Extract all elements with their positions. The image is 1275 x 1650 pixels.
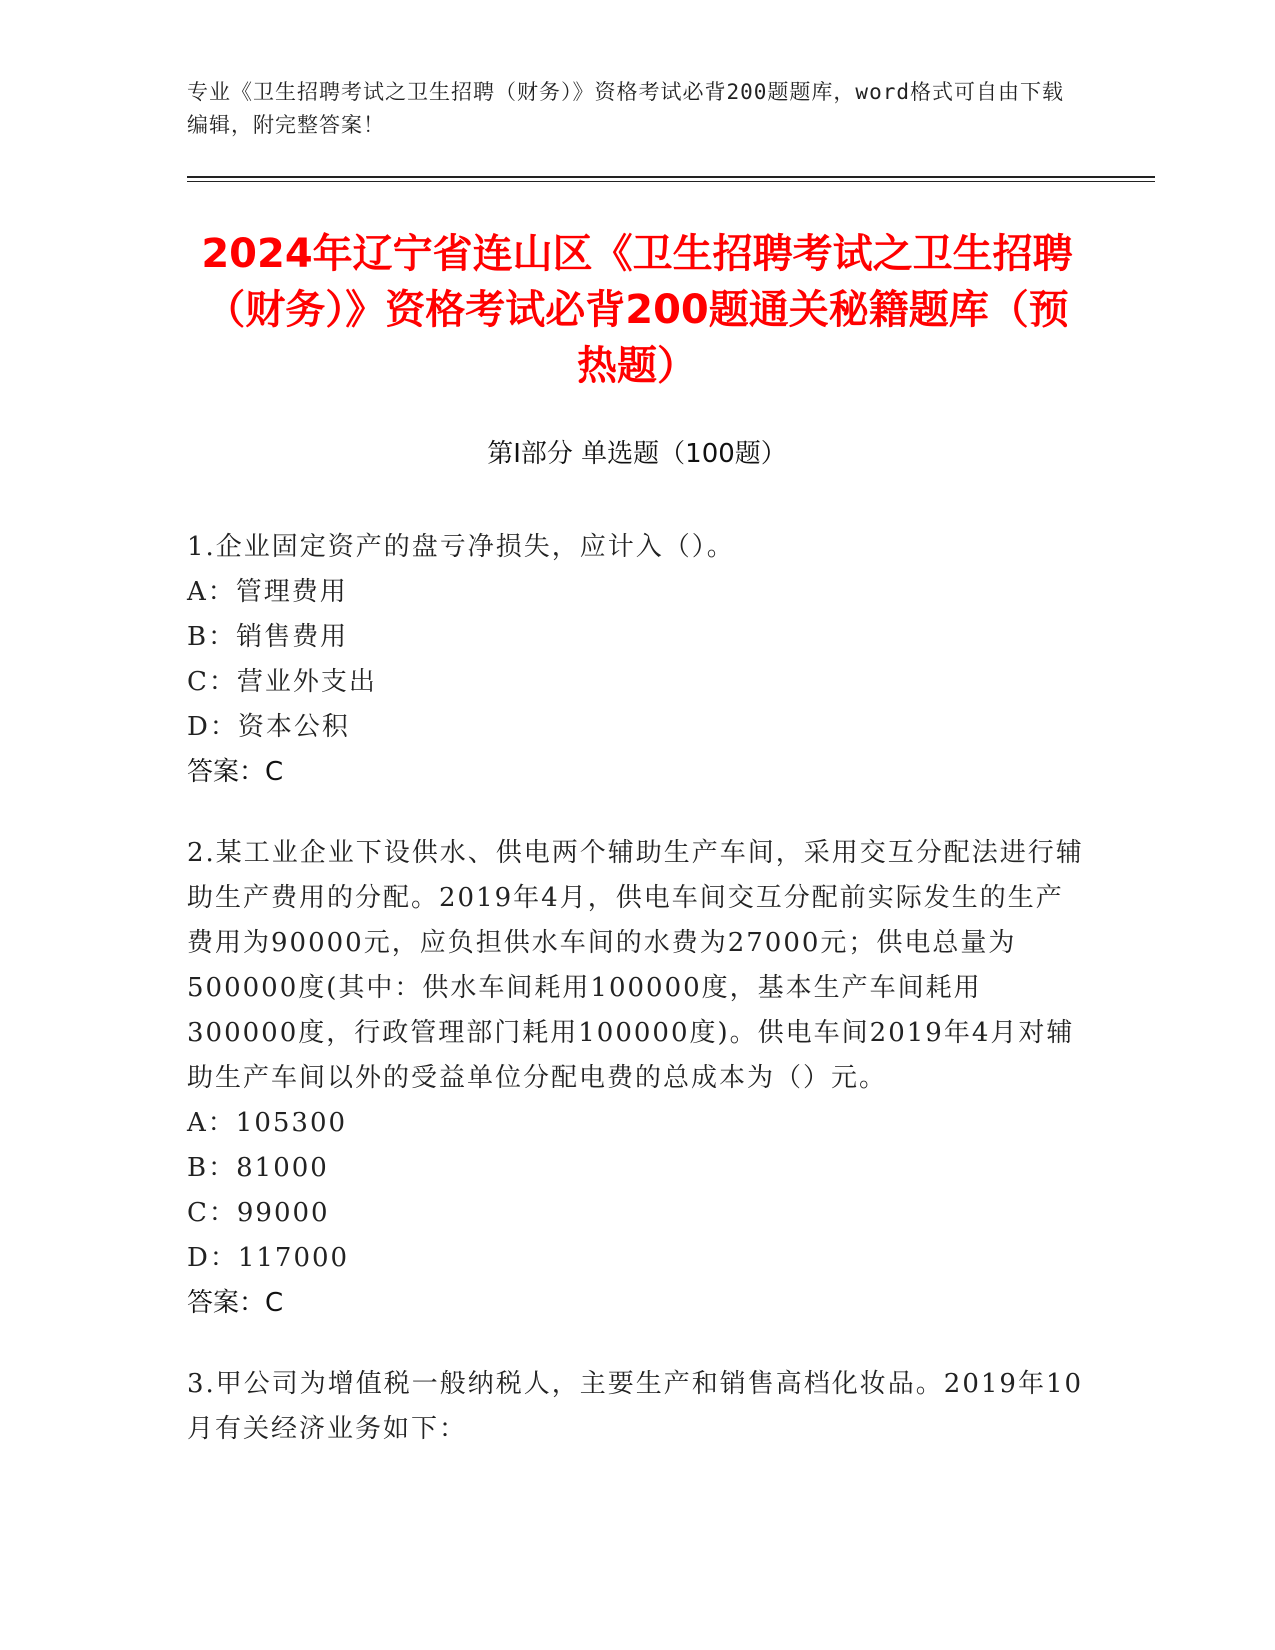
answer: 答案：C (187, 1288, 284, 1318)
header-divider (187, 176, 1155, 182)
question-list (187, 525, 1087, 1488)
option-c: C：营业外支出 (187, 667, 377, 697)
option-a: A：105300 (187, 1108, 348, 1138)
question-3 (187, 1362, 1087, 1452)
header-note: 专业《卫生招聘考试之卫生招聘（财务）》资格考试必背200题题库，word格式可自由下载编辑，附完整答案！ (187, 80, 1064, 137)
question-stem: 1.企业固定资产的盘亏净损失，应计入（）。 (187, 532, 735, 562)
option-b: B：销售费用 (187, 622, 349, 652)
question-1 (187, 525, 1087, 795)
question-stem: 2.某工业企业下设供水、供电两个辅助生产车间，采用交互分配法进行辅助生产费用的分配。2019年4月，供电车间交互分配前实际发生的生产费用为90000元，应负担供水车间的水费为27000元；供电总量为500000度(其中：供水车间耗用100000度，基本生产车间耗用300000度，行政管理部门耗用100000度)。供电车间2019年4月对辅助生产车间以外的受益单位分配电费的总成本为（）元。 (187, 838, 1084, 1093)
option-c: C：99000 (187, 1198, 330, 1228)
question-stem: 3.甲公司为增值税一般纳税人，主要生产和销售高档化妆品。2019年10月有关经济业务如下： (187, 1369, 1084, 1444)
option-d: D：资本公积 (187, 712, 350, 742)
option-d: D：117000 (187, 1243, 350, 1273)
question-2 (187, 831, 1087, 1326)
answer: 答案：C (187, 757, 284, 787)
option-b: B：81000 (187, 1153, 329, 1183)
option-a: A：管理费用 (187, 577, 348, 607)
section-heading: 第Ⅰ部分 单选题（100题） (487, 439, 787, 469)
document-title: 2024年辽宁省连山区《卫生招聘考试之卫生招聘（财务）》资格考试必背200题通关秘籍题库（预热题） (201, 231, 1073, 389)
